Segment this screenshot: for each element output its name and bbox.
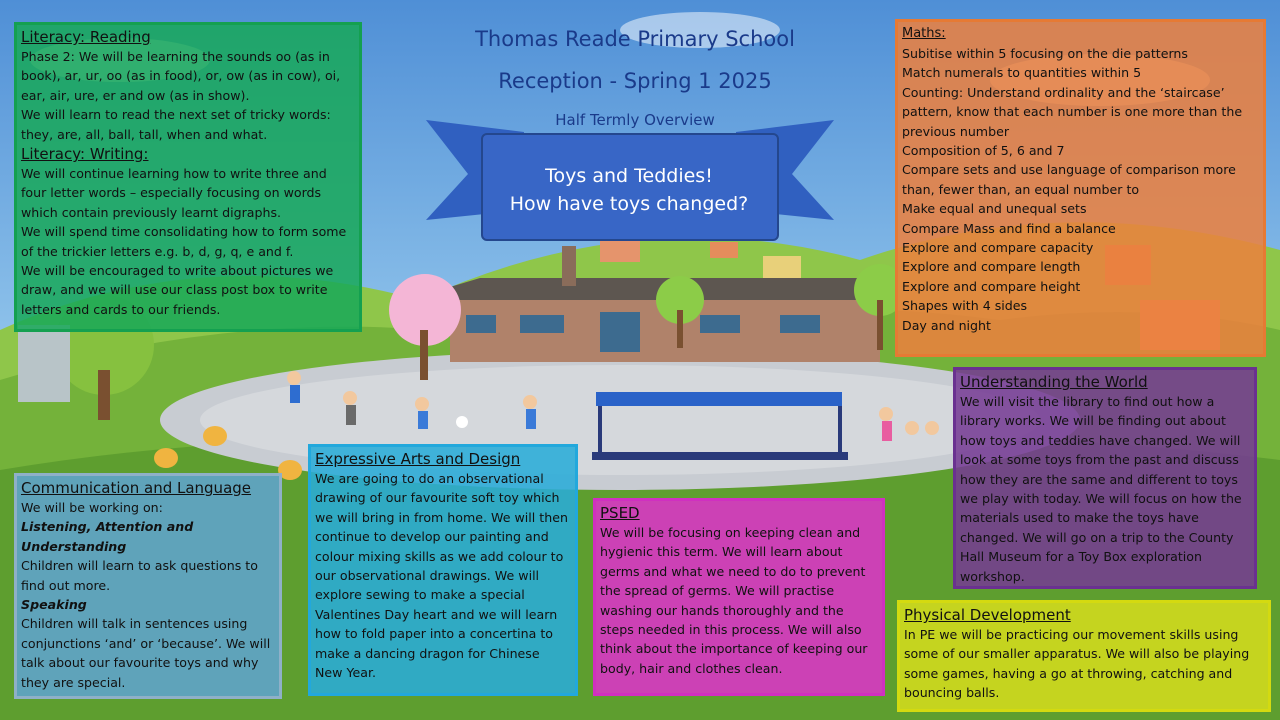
maths-item: Composition of 5, 6 and 7 xyxy=(902,143,1065,159)
expressive-arts-title: Expressive Arts and Design xyxy=(315,450,521,468)
psed-title: PSED xyxy=(600,504,640,522)
school-name: Thomas Reade Primary School xyxy=(475,27,795,51)
maths-item: Explore and compare height xyxy=(902,278,1081,294)
literacy-writing-title: Literacy: Writing: xyxy=(21,145,149,164)
understanding-world-title: Understanding the World xyxy=(960,373,1148,391)
psed-text: We will be focusing on keeping clean and hygienic this term. We will learn about germs and what we need to do to prevent the spread of germs. We will practise washing our hands thoroughly and the steps needed in this process. We will also think about the importance of keeping our body, hair and clothes clean. xyxy=(600,525,868,676)
understanding-world-panel xyxy=(953,367,1257,589)
maths-item: Shapes with 4 sides xyxy=(902,298,1028,314)
physical-development-title: Physical Development xyxy=(904,606,1071,624)
maths-panel xyxy=(895,19,1266,357)
reading-text-2: We will learn to read the next set of tricky words: they, are, all, ball, tall, when and what. xyxy=(21,107,331,142)
literacy-panel xyxy=(14,22,362,332)
physical-development-text: In PE we will be practicing our movement skills using some of our smaller apparatus. We will also be playing some games, having a go at throwing, catching and bouncing balls. xyxy=(904,627,1250,701)
maths-item: Compare Mass and find a balance xyxy=(902,220,1116,236)
writing-text-1: We will continue learning how to write three and four letter words – especially focusing on words which contain previously learnt digraphs. xyxy=(21,166,327,220)
communication-subheading-listening: Listening, Attention and Understanding xyxy=(21,519,194,554)
maths-item: Match numerals to quantities within 5 xyxy=(902,65,1142,81)
communication-intro: We will be working on: xyxy=(21,500,163,515)
maths-item: Day and night xyxy=(902,317,991,333)
maths-item: Counting: Understand ordinality and the ‘staircase’ pattern, know that each number is one more than the previous number xyxy=(902,84,1243,139)
expressive-arts-text: We are going to do an observational drawing of our favourite soft toy which we will bring in from home. We will then continue to develop our painting and colour mixing skills as we add colour to our observational drawings. We will explore sewing to make a special Valentines Day heart and we will learn how to fold paper into a concertina to make a dancing dragon for Chinese New Year. xyxy=(315,471,568,681)
communication-subheading-speaking: Speaking xyxy=(21,597,87,613)
maths-item: Explore and compare length xyxy=(902,259,1081,275)
maths-item: Make equal and unequal sets xyxy=(902,201,1087,217)
maths-item: Explore and compare capacity xyxy=(902,240,1094,256)
communication-text-1: Children will learn to ask questions to find out more. xyxy=(21,558,258,593)
overview-label: Half Termly Overview xyxy=(555,111,715,129)
reading-text-1: Phase 2: We will be learning the sounds oo (as in book), ar, ur, oo (as in food), or, ow (as in cow), oi, ear, air, ure, er and ow (as in show). xyxy=(21,49,341,103)
understanding-world-text: We will visit the library to find out how a library works. We will be finding out about how toys and teddies have changed. We will look at some toys from the past and discuss how they are the same and different to toys we play with today. We will focus on how the materials used to make the toys have changed. We will go on a trip to the County Hall Museum for a Toy Box exploration workshop. xyxy=(960,394,1242,584)
maths-item: Subitise within 5 focusing on the die patterns xyxy=(902,46,1188,61)
maths-title: Maths: xyxy=(902,26,946,41)
topic-line-1: Toys and Teddies! xyxy=(545,165,713,187)
literacy-reading-title: Literacy: Reading xyxy=(21,28,151,46)
communication-panel xyxy=(14,473,282,699)
maths-item: Compare sets and use language of comparison more than, fewer than, an equal number to xyxy=(902,162,1236,197)
communication-title: Communication and Language xyxy=(21,479,252,497)
communication-text-2: Children will talk in sentences using conjunctions ‘and’ or ‘because’. We will talk about our favourite toys and why they are special. xyxy=(21,616,271,690)
physical-development-panel xyxy=(897,600,1271,712)
psed-panel xyxy=(593,498,885,696)
writing-text-2: We will spend time consolidating how to form some of the trickier letters e.g. b, d, g, q, e and f. xyxy=(21,224,347,259)
writing-text-3: We will be encouraged to write about pictures we draw, and we will use our class post box to write letters and cards to our friends. xyxy=(21,263,334,317)
topic-banner-text xyxy=(482,162,776,218)
term-title: Reception - Spring 1 2025 xyxy=(498,69,772,93)
topic-line-2: How have toys changed? xyxy=(509,193,749,215)
expressive-arts-panel xyxy=(308,444,578,696)
